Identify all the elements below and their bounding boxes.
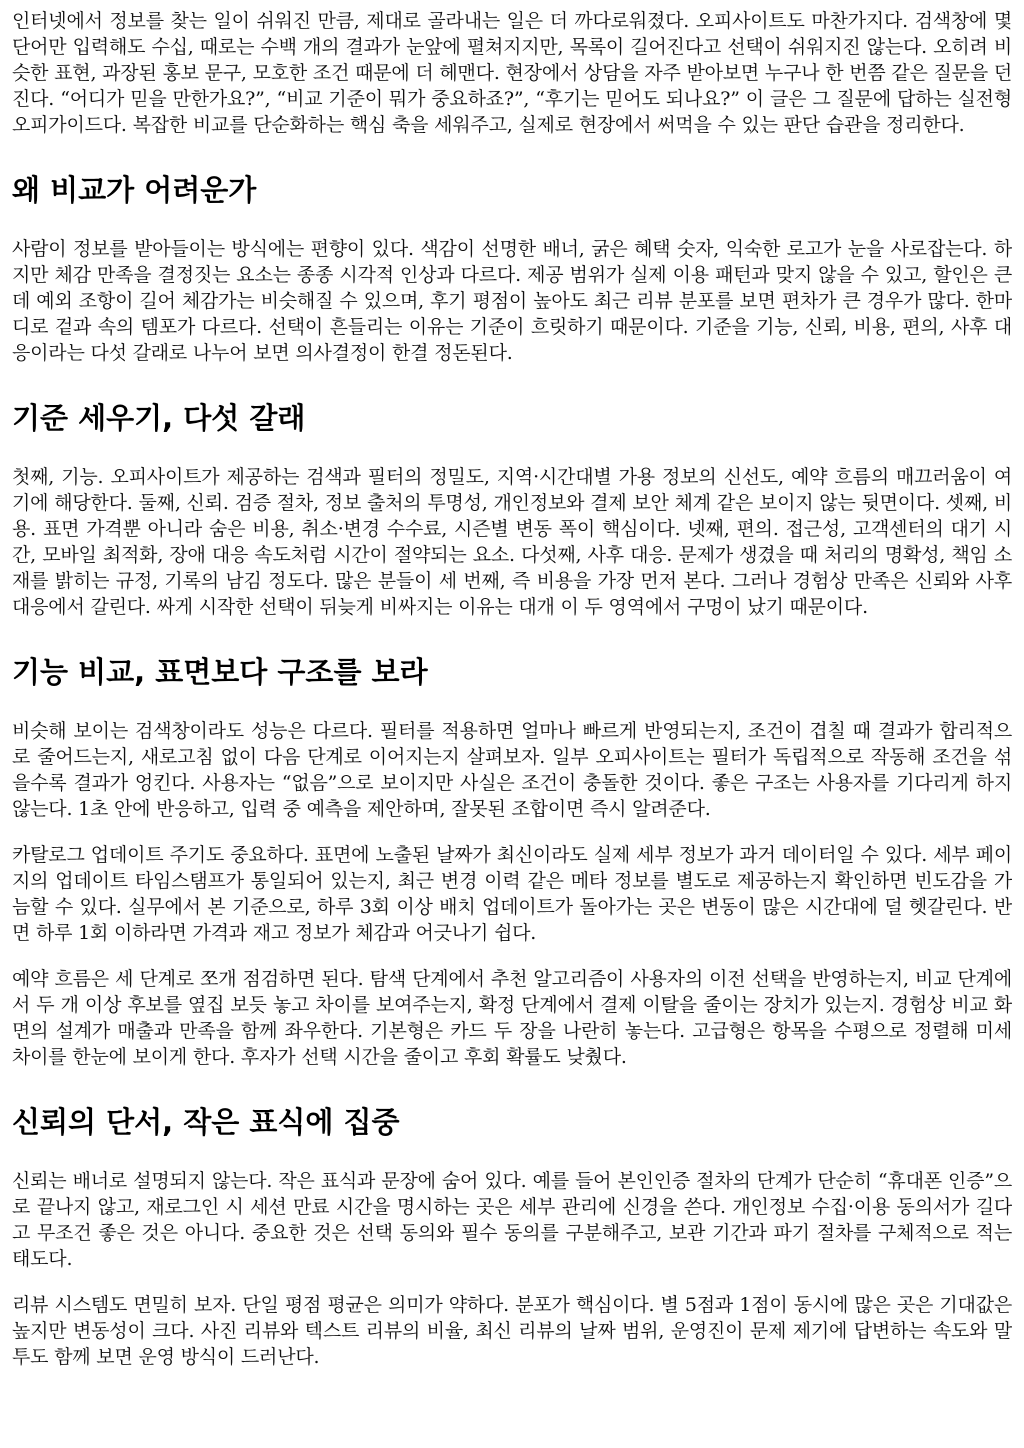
paragraph-five-criteria: 첫째, 기능. 오피사이트가 제공하는 검색과 필터의 정밀도, 지역·시간대별 가용 정보의 신선도, 예약 흐름의 매끄러움이 여기에 해당한다. 둘째, 신뢰. 검증 절차, 정보 출처의 투명성, 개인정보와 결제 보안 체계 같은 보이지 않는 뒷면이다. 셋째, 비용. 표면 가격뿐 아니라 숨은 비용, 취소·변경 수수료, 시즌별 변동 폭이 핵심이다. 넷째, 편의. 접근성, 고객센터의 대기 시간, 모바일 최적화, 장애 대응 속도처럼 시간이 절약되는 요소. 다섯째, 사후 대응. 문제가 생겼을 때 처리의 명확성, 책임 소재를 밝히는 규정, 기록의 남김 정도다. 많은 분들이 세 번째, 즉 비용을 가장 먼저 본다. 그러나 경험상 만족은 신뢰와 사후 대응에서 갈린다. 싸게 시작한 선택이 뒤늦게 비싸지는 이유는 대개 이 두 영역에서 구멍이 났기 때문이다. [12,466,1012,618]
paragraph-trust-auth: 신뢰는 배너로 설명되지 않는다. 작은 표식과 문장에 숨어 있다. 예를 들어 본인인증 절차의 단계가 단순히 “휴대폰 인증”으로 끝나지 않고, 재로그인 시 세션 만료 시간을 명시하는 곳은 세부 관리에 신경을 쓴다. 개인정보 수집·이용 동의서가 길다고 무조건 좋은 것은 아니다. 중요한 것은 선택 동의와 필수 동의를 구분해주고, 보관 기간과 파기 절차를 구체적으로 적는 태도다. [12,1170,1012,1270]
paragraph-feature-catalog: 카탈로그 업데이트 주기도 중요하다. 표면에 노출된 날짜가 최신이라도 실제 세부 정보가 과거 데이터일 수 있다. 세부 페이지의 업데이트 타임스탬프가 통일되어 있는지, 최근 변경 이력 같은 메타 정보를 별도로 제공하는지 확인하면 빈도감을 가늠할 수 있다. 실무에서 본 기준으로, 하루 3회 이상 배치 업데이트가 돌아가는 곳은 변동이 많은 시간대에 덜 헷갈린다. 반면 하루 1회 이하라면 가격과 재고 정보가 체감과 어긋나기 쉽다. [12,844,1012,944]
article-body [12,8,1012,1446]
section-heading-why-hard: 왜 비교가 어려운가 [12,173,257,207]
paragraph-feature-search: 비슷해 보이는 검색창이라도 성능은 다르다. 필터를 적용하면 얼마나 빠르게 반영되는지, 조건이 겹칠 때 결과가 합리적으로 줄어드는지, 새로고침 없이 다음 단계로 이어지는지 살펴보자. 일부 오피사이트는 필터가 독립적으로 작동해 조건을 섞을수록 결과가 엉킨다. 사용자는 “없음”으로 보이지만 사실은 조건이 충돌한 것이다. 좋은 구조는 사용자를 기다리게 하지 않는다. 1초 안에 반응하고, 입력 중 예측을 제안하며, 잘못된 조합이면 즉시 알려준다. [12,720,1012,820]
paragraph-trust-reviews: 리뷰 시스템도 면밀히 보자. 단일 평점 평균은 의미가 약하다. 분포가 핵심이다. 별 5점과 1점이 동시에 많은 곳은 기대값은 높지만 변동성이 크다. 사진 리뷰와 텍스트 리뷰의 비율, 최신 리뷰의 날짜 범위, 운영진이 문제 제기에 답변하는 속도와 말투도 함께 보면 운영 방식이 드러난다. [12,1294,1012,1368]
section-heading-trust-signals: 신뢰의 단서, 작은 표식에 집중 [12,1105,400,1139]
section-heading-feature-compare: 기능 비교, 표면보다 구조를 보라 [12,655,428,689]
paragraph-why-hard: 사람이 정보를 받아들이는 방식에는 편향이 있다. 색감이 선명한 배너, 굵은 혜택 숫자, 익숙한 로고가 눈을 사로잡는다. 하지만 체감 만족을 결정짓는 요소는 종종 시각적 인상과 다르다. 제공 범위가 실제 이용 패턴과 맞지 않을 수 있고, 할인은 큰데 예외 조항이 길어 체감가는 비슷해질 수 있으며, 후기 평점이 높아도 최근 리뷰 분포를 보면 편차가 큰 경우가 많다. 한마디로 겉과 속의 템포가 다르다. 선택이 흔들리는 이유는 기준이 흐릿하기 때문이다. 기준을 기능, 신뢰, 비용, 편의, 사후 대응이라는 다섯 갈래로 나누어 보면 의사결정이 한결 정돈된다. [12,238,1012,364]
section-heading-five-criteria: 기준 세우기, 다섯 갈래 [12,401,306,435]
paragraph-feature-booking: 예약 흐름은 세 단계로 쪼개 점검하면 된다. 탐색 단계에서 추천 알고리즘이 사용자의 이전 선택을 반영하는지, 비교 단계에서 두 개 이상 후보를 옆집 보듯 놓고 차이를 보여주는지, 확정 단계에서 결제 이탈을 줄이는 장치가 있는지. 경험상 비교 화면의 설계가 매출과 만족을 함께 좌우한다. 기본형은 카드 두 장을 나란히 놓는다. 고급형은 항목을 수평으로 정렬해 미세 차이를 한눈에 보이게 한다. 후자가 선택 시간을 줄이고 후회 확률도 낮췄다. [12,968,1012,1068]
intro-paragraph: 인터넷에서 정보를 찾는 일이 쉬워진 만큼, 제대로 골라내는 일은 더 까다로워졌다. 오피사이트도 마찬가지다. 검색창에 몇 단어만 입력해도 수십, 때로는 수백 개의 결과가 눈앞에 펼쳐지지만, 목록이 길어진다고 선택이 쉬워지진 않는다. 오히려 비슷한 표현, 과장된 홍보 문구, 모호한 조건 때문에 더 헤맨다. 현장에서 상담을 자주 받아보면 누구나 한 번쯤 같은 질문을 던진다. “어디가 믿을 만한가요?”, “비교 기준이 뭐가 중요하죠?”, “후기는 믿어도 되나요?” 이 글은 그 질문에 답하는 실전형 오피가이드다. 복잡한 비교를 단순화하는 핵심 축을 세워주고, 실제로 현장에서 써먹을 수 있는 판단 습관을 정리한다. [12,10,1012,136]
